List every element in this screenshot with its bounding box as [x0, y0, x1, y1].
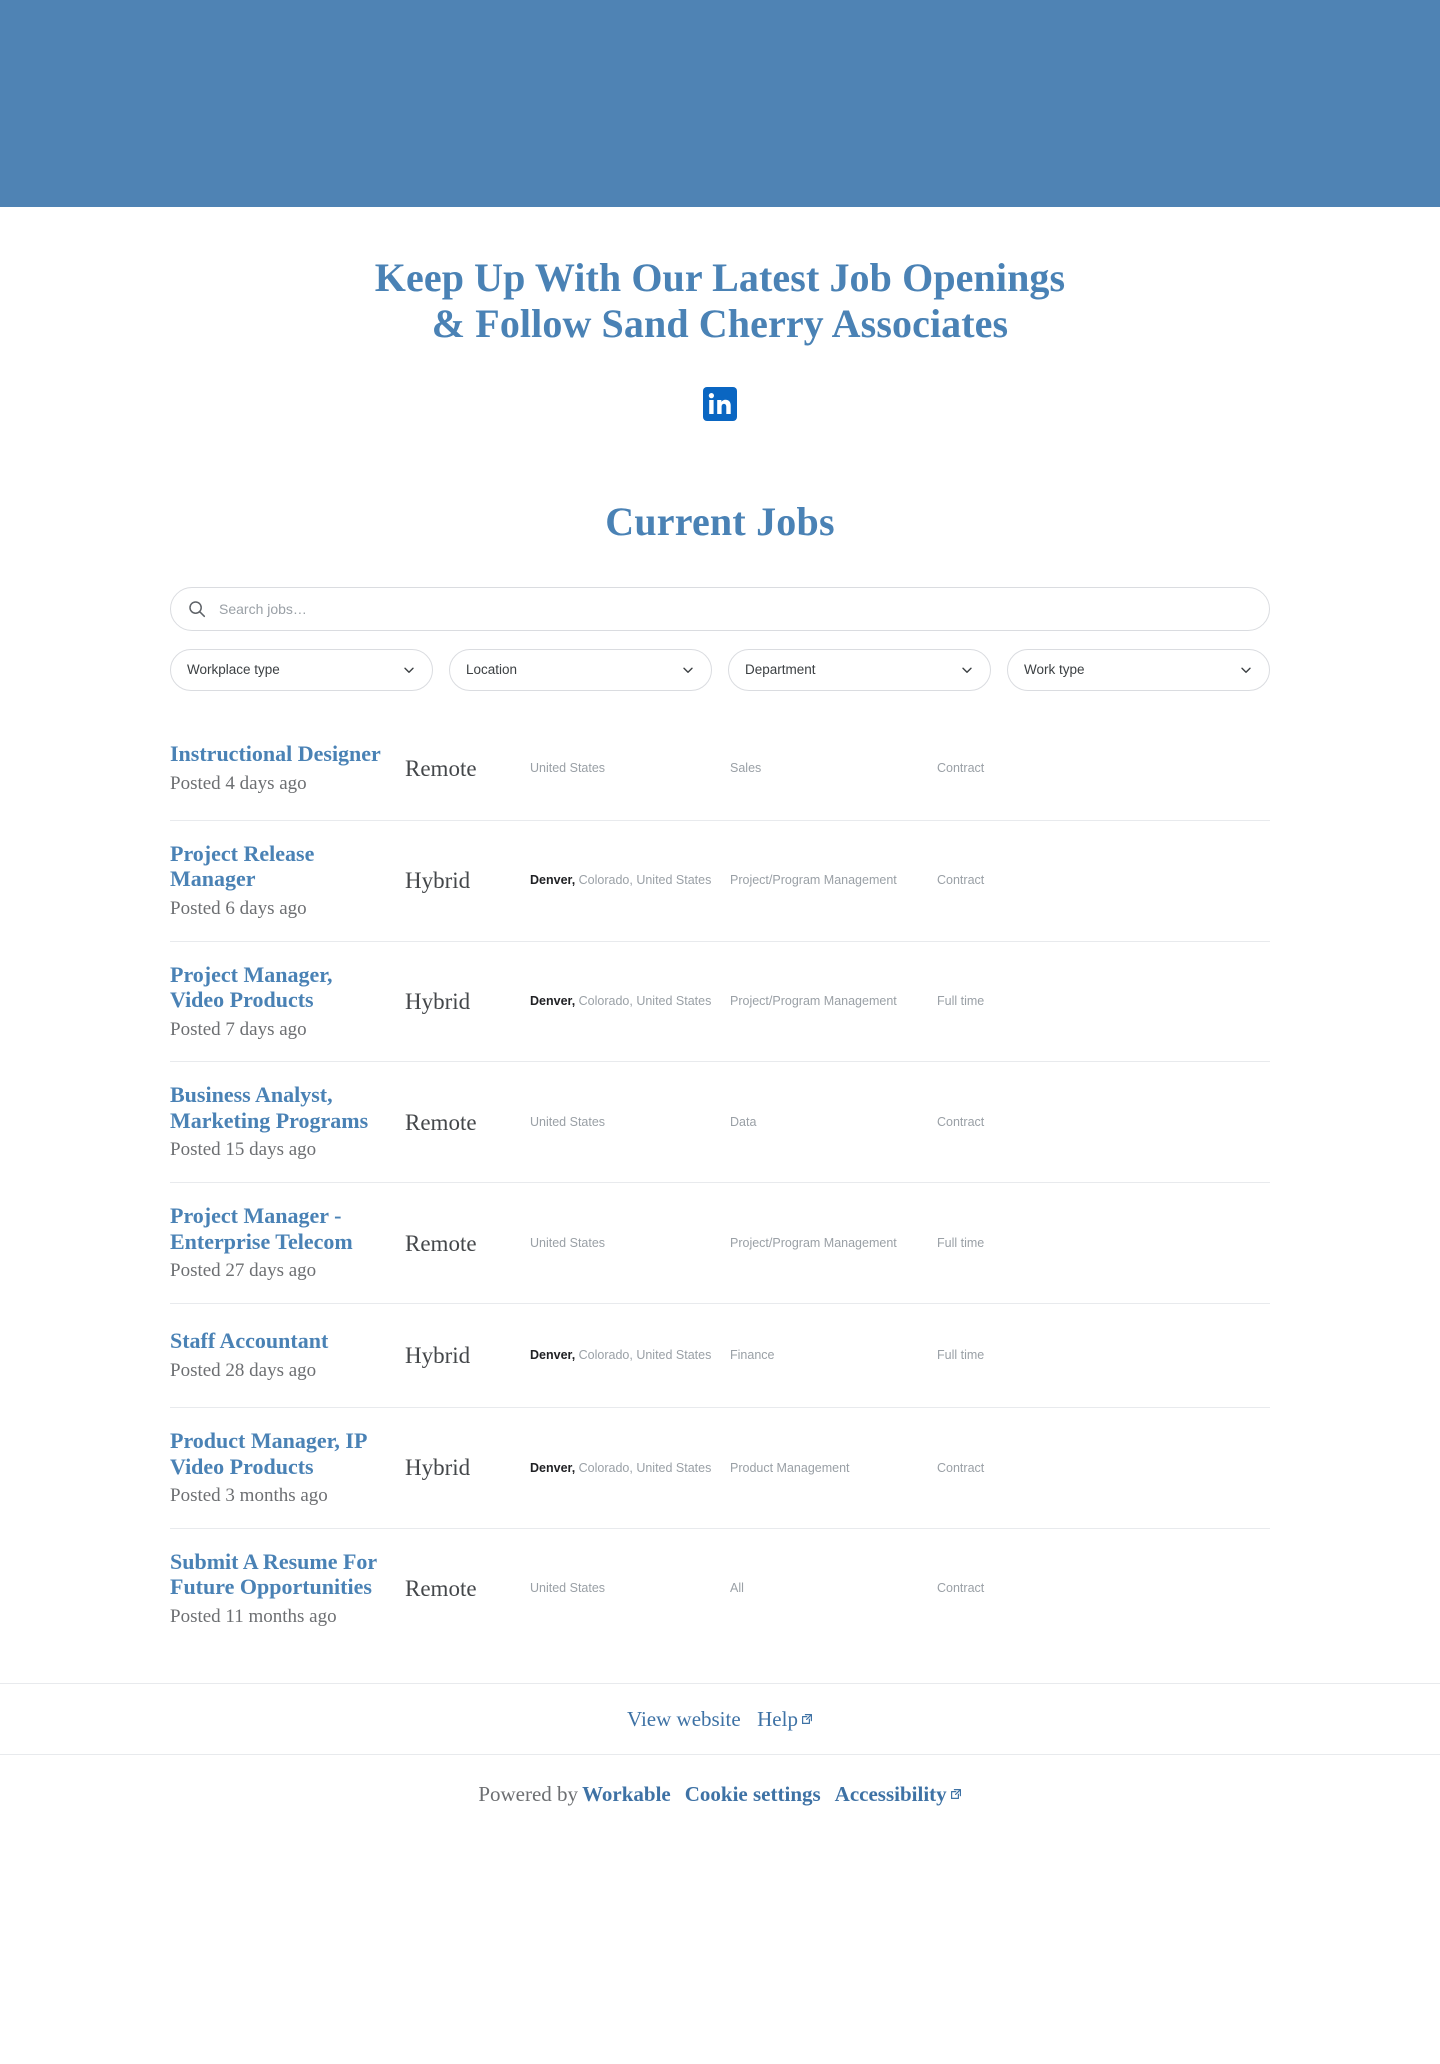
filter-location-label: Location: [466, 662, 518, 678]
job-title-cell: [170, 741, 405, 795]
job-location: [530, 872, 730, 889]
linkedin-icon: [703, 387, 737, 421]
job-department: Project/Program Management: [730, 1235, 897, 1250]
job-posted-date: Posted 28 days ago: [170, 1359, 317, 1381]
table-row[interactable]: [170, 1408, 1270, 1529]
job-posted-date: Posted 4 days ago: [170, 772, 307, 794]
follow-section: [0, 207, 1440, 426]
job-workplace-type: Remote: [405, 1230, 477, 1256]
cookie-settings-link[interactable]: Cookie settings: [684, 1781, 821, 1806]
job-department: Product Management: [730, 1460, 850, 1475]
job-workplace-type: Remote: [405, 755, 477, 781]
table-row[interactable]: [170, 717, 1270, 821]
view-website-link[interactable]: View website: [627, 1706, 741, 1731]
job-title-cell: [170, 841, 405, 921]
job-work-type: Full time: [937, 1235, 985, 1250]
job-posted-date: Posted 11 months ago: [170, 1605, 337, 1627]
job-title-link[interactable]: Submit A Resume For Future Opportunities: [170, 1548, 377, 1600]
powered-by-label: Powered by: [478, 1781, 579, 1806]
job-title-link[interactable]: Instructional Designer: [170, 741, 381, 767]
footer-links: [0, 1683, 1440, 1755]
job-workplace-type: Hybrid: [405, 1342, 471, 1368]
job-department: All: [730, 1581, 744, 1596]
job-title-link[interactable]: Project Manager - Enterprise Telecom: [170, 1203, 353, 1254]
job-location-rest: United States: [530, 1581, 606, 1596]
job-location-rest: Colorado, United States: [575, 873, 712, 888]
jobs-container: [170, 587, 1270, 1649]
job-location-city: Denver,: [530, 873, 576, 888]
follow-heading-line-2: & Follow Sand Cherry Associates: [431, 301, 1009, 347]
table-row[interactable]: [170, 942, 1270, 1063]
job-location-city: Denver,: [530, 1460, 576, 1475]
job-location: [530, 760, 730, 777]
jobs-list: [170, 717, 1270, 1649]
job-workplace-type: Hybrid: [405, 988, 471, 1014]
help-label: Help: [757, 1706, 798, 1731]
job-posted-date: Posted 15 days ago: [170, 1139, 317, 1161]
job-department: Project/Program Management: [730, 994, 897, 1009]
job-title-cell: [170, 1428, 405, 1508]
footer-powered-by: [0, 1755, 1440, 1837]
job-title-cell: [170, 1549, 405, 1629]
search-input[interactable]: [170, 587, 1270, 631]
table-row[interactable]: [170, 1304, 1270, 1408]
job-posted-date: Posted 27 days ago: [170, 1260, 317, 1282]
table-row[interactable]: [170, 1529, 1270, 1649]
job-location-rest: United States: [530, 1235, 606, 1250]
filter-workplace-type-label: Workplace type: [187, 662, 280, 678]
linkedin-link[interactable]: [698, 382, 742, 426]
job-work-type: Full time: [937, 994, 985, 1009]
table-row[interactable]: [170, 1062, 1270, 1183]
job-department: Finance: [730, 1348, 775, 1363]
job-title-link[interactable]: Product Manager, IP Video Products: [170, 1428, 367, 1479]
filter-work-type-label: Work type: [1024, 662, 1085, 678]
job-location: [530, 1580, 730, 1597]
job-location: [530, 1347, 730, 1364]
job-work-type: Full time: [937, 1348, 985, 1363]
job-work-type: Contract: [937, 1460, 985, 1475]
external-link-icon: [950, 1781, 962, 1793]
job-location: [530, 1235, 730, 1252]
follow-heading-line-1: Keep Up With Our Latest Job Openings: [374, 255, 1066, 300]
job-posted-date: Posted 6 days ago: [170, 897, 307, 919]
job-workplace-type: Remote: [405, 1576, 477, 1602]
job-title-cell: [170, 1328, 405, 1382]
job-title-cell: [170, 1082, 405, 1162]
job-department: Project/Program Management: [730, 873, 897, 888]
job-work-type: Contract: [937, 1581, 985, 1596]
chevron-down-icon: [1239, 663, 1253, 677]
job-title-link[interactable]: Staff Accountant: [170, 1328, 329, 1354]
filter-workplace-type[interactable]: [170, 649, 433, 691]
job-location: [530, 1460, 730, 1477]
job-workplace-type: Hybrid: [405, 1455, 471, 1481]
job-title-link[interactable]: Business Analyst, Marketing Programs: [170, 1082, 369, 1133]
job-title-cell: [170, 1203, 405, 1283]
job-location: [530, 1114, 730, 1131]
workable-link[interactable]: Workable: [582, 1781, 671, 1806]
job-location-city: Denver,: [530, 994, 576, 1009]
accessibility-label: Accessibility: [834, 1781, 947, 1806]
job-title-link[interactable]: Project Manager, Video Products: [170, 961, 333, 1013]
job-location-rest: Colorado, United States: [575, 1348, 712, 1363]
job-department: Sales: [730, 760, 762, 775]
search-wrapper: [170, 587, 1270, 631]
help-link[interactable]: [757, 1707, 813, 1731]
job-location-rest: United States: [530, 1114, 606, 1129]
job-title-cell: [170, 962, 405, 1042]
jobs-section: [0, 498, 1440, 1649]
job-location-rest: United States: [530, 760, 606, 775]
job-title-link[interactable]: Project Release Manager: [170, 840, 315, 892]
job-work-type: Contract: [937, 760, 985, 775]
job-workplace-type: Remote: [405, 1109, 477, 1135]
job-work-type: Contract: [937, 1114, 985, 1129]
job-location-city: Denver,: [530, 1348, 576, 1363]
job-department: Data: [730, 1114, 757, 1129]
table-row[interactable]: [170, 821, 1270, 942]
job-location: [530, 993, 730, 1010]
job-location-rest: Colorado, United States: [575, 1460, 712, 1475]
job-work-type: Contract: [937, 873, 985, 888]
chevron-down-icon: [960, 663, 974, 677]
hero-banner: [0, 0, 1440, 207]
external-link-icon: [801, 1706, 813, 1718]
chevron-down-icon: [402, 663, 416, 677]
social-links: [0, 382, 1440, 426]
filter-location[interactable]: [449, 649, 712, 691]
job-workplace-type: Hybrid: [405, 868, 471, 894]
page-title: Current Jobs: [605, 498, 835, 544]
job-location-rest: Colorado, United States: [575, 994, 712, 1009]
filter-work-type[interactable]: [1007, 649, 1270, 691]
job-posted-date: Posted 3 months ago: [170, 1485, 328, 1507]
filters-row: [170, 649, 1270, 691]
accessibility-link[interactable]: [835, 1782, 962, 1806]
filter-department[interactable]: [728, 649, 991, 691]
filter-department-label: Department: [745, 662, 816, 678]
job-posted-date: Posted 7 days ago: [170, 1018, 307, 1040]
chevron-down-icon: [681, 663, 695, 677]
follow-heading: [230, 255, 1210, 348]
table-row[interactable]: [170, 1183, 1270, 1304]
